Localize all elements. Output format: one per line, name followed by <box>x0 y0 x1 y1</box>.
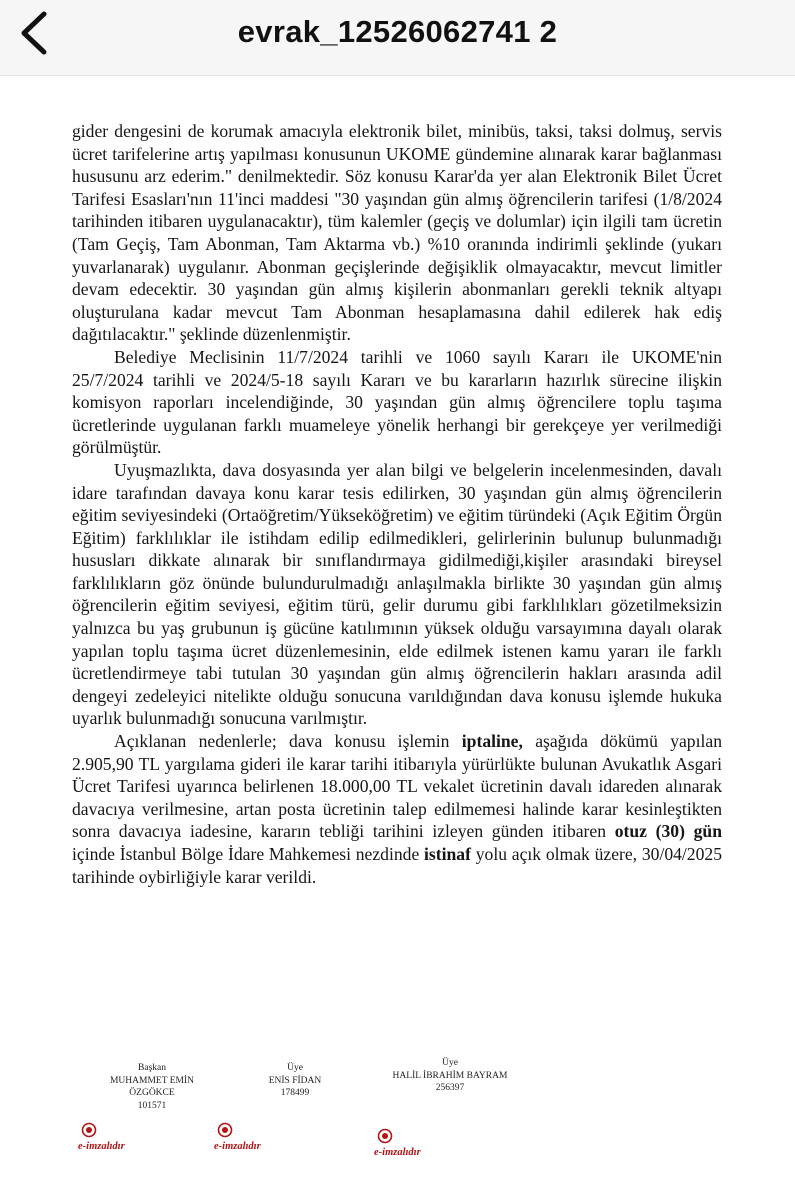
signature-role: Başkan <box>138 1063 166 1073</box>
seal-icon <box>217 1122 233 1138</box>
signature-block-member-2 <box>390 1057 510 1095</box>
p4-text-c: aşağıda dökümü yapılan 2.905,90 TL yargılama gideri ile karar tarihi itibarıyla yürürlükte bulunan Avukatlık Asgari Ücret Tarifesi uyarınca belirlenen 18.000,00 TL vekalet ücretinin davalı idareden alınarak davacıya verilmesine, artan posta ücretinin talep edilmemesi halinde karar kesinleştikten sonra davacıya iadesine, kararın tebliği tarihini izleyen günden itibaren <box>72 731 722 842</box>
top-bar <box>0 0 795 76</box>
seal-label: e-imzalıdır <box>78 1141 125 1152</box>
paragraph-1: gider dengesini de korumak amacıyla elektronik bilet, minibüs, taksi, taksi dolmuş, servis ücret tarifelerine artış yapılması konusunun UKOME gündemine alınarak karar bağlanması hususunu arz ederim." denilmektedir. Söz konusu Karar'da yer alan Elektronik Bilet Ücret Tarifesi Esasları'nın 11'inci maddesi "30 yaşından gün almış öğrencilerin tarifesi (1/8/2024 tarihinden itibaren uygulanacaktır), tüm kalemler (geçiş ve dolumlar) için ilgili tam ücretin (Tam Geçiş, Tam Abonman, Tam Aktarma vb.) %10 oranında indirimli şeklinde (yukarı yuvarlanarak) uygulanır. Abonman geçişlerinde değişiklik olmayacaktır, mevcut limitler devam edecektir. 30 yaşından gün almış kişilerin abonmanları gerekli teknik altyapı oluşturulana kadar mevcut Tam Abonman hesaplamasına dahil edilerek hak ediş dağıtılacaktır." şeklinde düzenlenmiştir. <box>72 121 722 345</box>
signature-block-president <box>92 1062 212 1112</box>
signature-role: Üye <box>287 1063 303 1073</box>
seal-label: e-imzalıdır <box>374 1147 421 1158</box>
signature-block-member-1 <box>230 1062 360 1100</box>
p4-text-a: Açıklanan nedenlerle; dava konusu işlemin <box>114 731 462 752</box>
signature-name: HALİL İBRAHİM BAYRAM <box>392 1070 508 1081</box>
paragraph-3: Uyuşmazlıkta, dava dosyasında yer alan bilgi ve belgelerin incelenmesinden, davalı idare tarafından davaya konu karar tesis edilirken, 30 yaşından gün almış öğrencilerin eğitim seviyesindeki (Ortaöğretim/Yükseköğretim) ve eğitim türündeki (Açık Eğitim Örgün Eğitim) farklılıklar ile istihdam edilip edilmedikleri, gelirlerinin bulunup bulunmadığı hususları dikkate alınarak bir sınıflandırmaya gidilmediği,kişiler arasındaki bireysel farklılıkların göz önünde bulundurulmadığı anlaşılmakla birlikte 30 yaşından gün almış öğrencilerin eğitim seviyesi, eğitim türü, gelir durumu gibi farklılıkları gözetilmeksizin yalnızca bu yaş grubunun iş gücüne katılımının yüksek olduğu varsayımına dayalı olarak yapılan toplu taşıma ücret düzenlemesinin, elde edilmek istenen kamu yararı ile farklı ücretlendirmeye tabi tutulan 30 yaşından gün almış öğrencilerin hakları arasında adil dengeyi zedeleyici nitelikte olduğu sonucuna varıldığından dava konusu işlemde hukuka uyarlık bulunmadığı sonucuna varılmıştır. <box>72 459 722 729</box>
signature-name: MUHAMMET EMİN ÖZGÖKCE <box>109 1075 194 1098</box>
signature-number: 256397 <box>435 1083 465 1093</box>
e-signature-seal-1 <box>78 1122 125 1152</box>
seal-icon <box>377 1128 393 1144</box>
p4-bold-iptal: iptaline, <box>461 731 523 752</box>
e-signature-seal-2 <box>214 1122 261 1152</box>
p4-bold-istinaf: istinaf <box>424 844 471 864</box>
seal-icon <box>81 1122 97 1138</box>
document-title: evrak_12526062741 2 <box>237 14 558 49</box>
p4-bold-deadline: otuz (30) gün <box>614 821 722 842</box>
p4-text-e: içinde İstanbul Bölge İdare Mahkemesi nezdinde <box>72 844 425 864</box>
signature-number: 178499 <box>280 1088 310 1098</box>
signature-number: 101571 <box>137 1100 167 1111</box>
paragraph-2: Belediye Meclisinin 11/7/2024 tarihli ve 1060 sayılı Kararı ile UKOME'nin 25/7/2024 tarihli ve 2024/5-18 sayılı Kararı ve bu kararların hazırlık sürecine ilişkin komisyon raporları incelendiğinde, 30 yaşından gün almış öğrencilere toplu taşıma ücretlerinde uygulanan farklı muameleye yönelik herhangi bir gerekçeye yer verilmediği görülmüştür. <box>72 346 722 458</box>
signature-role: Üye <box>442 1058 458 1068</box>
p4-text-g: yolu açık olmak üzere, 30/04/2025 tarihinde oybirliğiyle karar verildi. <box>72 844 722 887</box>
e-signature-seal-3 <box>374 1128 421 1158</box>
paragraph-4 <box>72 730 722 888</box>
seal-label: e-imzalıdır <box>214 1141 261 1152</box>
signature-name: ENİS FİDAN <box>268 1075 322 1086</box>
document-body <box>72 120 722 888</box>
